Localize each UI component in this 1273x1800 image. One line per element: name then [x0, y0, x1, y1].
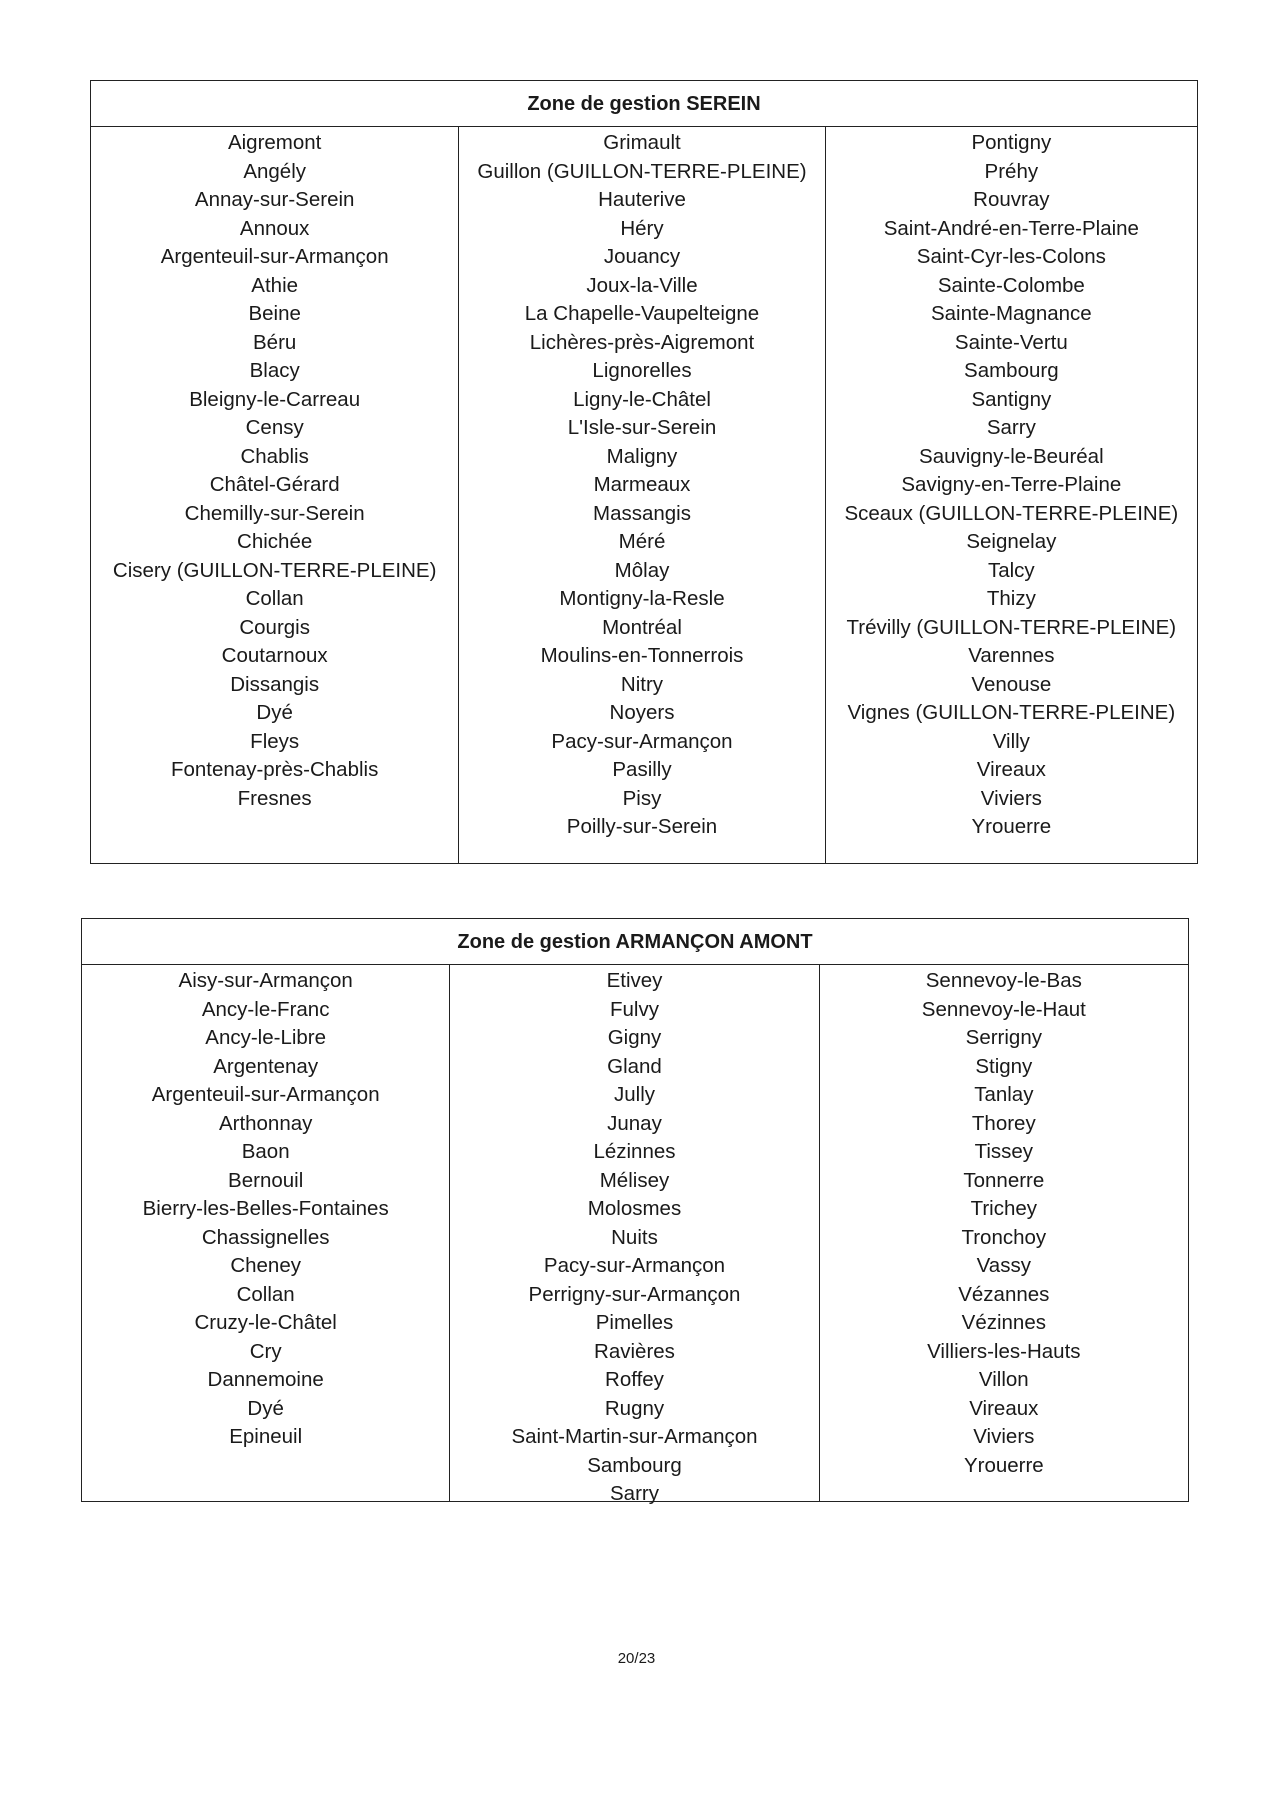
- commune-name: Joux-la-Ville: [586, 273, 698, 297]
- commune-name: Vézinnes: [961, 1311, 1046, 1334]
- commune-name: Seignelay: [966, 530, 1057, 553]
- commune-name: Dyé: [247, 1396, 284, 1420]
- commune-name: Pontigny: [971, 131, 1052, 154]
- commune-name: Trichey: [970, 1197, 1038, 1220]
- commune-name: Jully: [613, 1083, 655, 1106]
- commune-name: Montréal: [602, 615, 682, 639]
- commune-name: Tronchoy: [961, 1225, 1047, 1249]
- commune-name: Collan: [245, 587, 304, 610]
- commune-name: Rouvray: [973, 188, 1050, 211]
- commune-name: Tissey: [974, 1140, 1034, 1163]
- commune-name: Santigny: [971, 387, 1052, 411]
- commune-name: Sennevoy-le-Haut: [921, 997, 1086, 1021]
- commune-name: Blacy: [249, 359, 300, 382]
- commune-name: Hauterive: [598, 188, 686, 211]
- commune-name: Cruzy-le-Châtel: [194, 1311, 337, 1334]
- commune-name: Vireaux: [969, 1396, 1039, 1420]
- commune-name: Ligny-le-Châtel: [573, 387, 711, 411]
- commune-name: Tanlay: [974, 1083, 1034, 1106]
- commune-name: Méré: [618, 530, 666, 553]
- commune-name: Sainte-Colombe: [937, 273, 1085, 297]
- zone-columns: [82, 965, 1188, 1505]
- commune-name: Savigny-en-Terre-Plaine: [901, 473, 1122, 496]
- commune-name: Baon: [241, 1140, 290, 1163]
- commune-name: Arthonnay: [218, 1111, 313, 1135]
- zone-table-armancon-amont: [81, 918, 1189, 1505]
- commune-name: Guillon (GUILLON-TERRE-PLEINE): [477, 159, 807, 183]
- commune-column-2: [449, 965, 818, 1505]
- commune-name: Sainte-Magnance: [930, 302, 1092, 325]
- commune-name: Vireaux: [976, 758, 1046, 781]
- commune-name: Courgis: [239, 615, 310, 639]
- commune-name: Moulins-en-Tonnerrois: [540, 644, 744, 667]
- zone-title: Zone de gestion SEREIN: [91, 81, 1197, 127]
- commune-name: Beine: [248, 302, 301, 325]
- commune-name: Fontenay-près-Chablis: [170, 758, 379, 781]
- commune-name: Nitry: [620, 672, 664, 696]
- commune-name: Talcy: [987, 558, 1035, 582]
- commune-column-3: [825, 127, 1197, 863]
- commune-name: Roffey: [605, 1368, 664, 1391]
- zone-table-serein: [90, 80, 1198, 864]
- commune-name: Annoux: [239, 216, 310, 240]
- commune-name: Mélisey: [599, 1168, 670, 1192]
- commune-name: Angély: [243, 159, 306, 183]
- commune-name: Villon: [978, 1368, 1029, 1391]
- commune-name: La Chapelle-Vaupelteigne: [524, 302, 760, 325]
- commune-name: Aigremont: [227, 131, 322, 154]
- commune-name: Pacy-sur-Armançon: [551, 729, 733, 753]
- commune-name: Saint-Martin-sur-Armançon: [511, 1425, 758, 1448]
- commune-name: Maligny: [606, 444, 678, 468]
- commune-name: Etivey: [606, 969, 663, 992]
- commune-name: Vassy: [976, 1254, 1031, 1277]
- commune-name: Ravières: [594, 1339, 675, 1363]
- commune-column-1: [82, 965, 449, 1501]
- commune-name: Chemilly-sur-Serein: [184, 501, 365, 525]
- commune-name: Béru: [253, 330, 297, 354]
- commune-name: Rugny: [604, 1396, 665, 1420]
- commune-name: Vignes (GUILLON-TERRE-PLEINE): [847, 701, 1176, 724]
- commune-name: Saint-André-en-Terre-Plaine: [883, 216, 1139, 240]
- commune-name: Serrigny: [965, 1026, 1042, 1049]
- commune-name: Marmeaux: [593, 473, 691, 496]
- commune-name: Trévilly (GUILLON-TERRE-PLEINE): [846, 615, 1177, 639]
- commune-name: Villiers-les-Hauts: [927, 1339, 1081, 1363]
- commune-name: Coutarnoux: [221, 644, 328, 667]
- commune-name: Cry: [249, 1339, 282, 1363]
- commune-name: Sambourg: [964, 359, 1059, 382]
- commune-name: Gland: [607, 1054, 662, 1078]
- commune-name: Sarry: [986, 416, 1036, 439]
- commune-name: Lichères-près-Aigremont: [529, 330, 755, 354]
- commune-name: Chassignelles: [201, 1225, 330, 1249]
- commune-name: Nuits: [611, 1225, 658, 1249]
- commune-name: Héry: [620, 216, 664, 240]
- commune-name: Sceaux (GUILLON-TERRE-PLEINE): [844, 501, 1179, 525]
- commune-name: Grimault: [603, 131, 681, 154]
- commune-name: Pacy-sur-Armançon: [543, 1254, 726, 1277]
- commune-name: Fleys: [250, 729, 300, 753]
- commune-name: Fresnes: [237, 786, 312, 810]
- commune-name: Montigny-la-Resle: [559, 587, 725, 610]
- commune-name: Sennevoy-le-Bas: [925, 969, 1082, 992]
- commune-name: Viviers: [973, 1425, 1035, 1448]
- commune-name: Môlay: [614, 558, 670, 582]
- commune-name: Dannemoine: [207, 1368, 324, 1391]
- commune-name: Dyé: [256, 701, 293, 724]
- commune-name: Tonnerre: [963, 1168, 1045, 1192]
- commune-name: Dissangis: [230, 672, 320, 696]
- commune-name: Molosmes: [587, 1197, 682, 1220]
- commune-name: Sambourg: [587, 1453, 682, 1477]
- commune-name: Sarry: [610, 1482, 659, 1505]
- commune-column-2: [458, 127, 824, 863]
- commune-name: Bleigny-le-Carreau: [189, 387, 361, 411]
- commune-name: Poilly-sur-Serein: [566, 815, 718, 838]
- commune-name: Cheney: [230, 1254, 301, 1277]
- commune-name: Vézannes: [958, 1282, 1050, 1306]
- commune-name: Sauvigny-le-Beuréal: [919, 444, 1104, 468]
- commune-name: Argenteuil-sur-Armançon: [160, 245, 389, 268]
- zone-title: Zone de gestion ARMANÇON AMONT: [82, 919, 1188, 965]
- commune-name: Thorey: [971, 1111, 1036, 1135]
- commune-name: Perrigny-sur-Armançon: [528, 1282, 741, 1306]
- commune-name: Noyers: [609, 701, 675, 724]
- commune-name: Pasilly: [612, 758, 672, 781]
- commune-name: Bernouil: [228, 1168, 304, 1192]
- commune-name: Gigny: [607, 1026, 662, 1049]
- commune-name: Ancy-le-Libre: [205, 1026, 327, 1049]
- commune-name: Junay: [607, 1111, 662, 1135]
- commune-name: Cisery (GUILLON-TERRE-PLEINE): [112, 558, 437, 582]
- commune-name: Argenteuil-sur-Armançon: [151, 1083, 380, 1106]
- page-number: 20/23: [617, 1650, 656, 1667]
- commune-name: Chablis: [240, 444, 309, 468]
- commune-name: Bierry-les-Belles-Fontaines: [142, 1197, 389, 1220]
- commune-name: Censy: [245, 416, 304, 439]
- commune-name: Ancy-le-Franc: [201, 997, 330, 1021]
- commune-name: Argentenay: [213, 1054, 319, 1078]
- commune-name: Fulvy: [610, 997, 659, 1021]
- commune-column-3: [819, 965, 1188, 1501]
- commune-name: Jouancy: [603, 245, 681, 268]
- commune-name: Yrouerre: [971, 815, 1052, 838]
- commune-name: Collan: [236, 1282, 295, 1306]
- commune-name: Athie: [251, 273, 299, 297]
- commune-name: Lézinnes: [593, 1140, 676, 1163]
- commune-name: Pisy: [622, 786, 662, 810]
- commune-name: Thizy: [986, 587, 1036, 610]
- commune-name: Préhy: [984, 159, 1039, 183]
- commune-name: Epineuil: [229, 1425, 303, 1448]
- commune-name: Varennes: [968, 644, 1055, 667]
- commune-name: Stigny: [975, 1054, 1033, 1078]
- commune-name: L'Isle-sur-Serein: [567, 416, 717, 439]
- commune-name: Lignorelles: [592, 359, 692, 382]
- commune-column-1: [91, 127, 458, 863]
- commune-name: Chichée: [237, 530, 313, 553]
- commune-name: Aisy-sur-Armançon: [178, 969, 353, 992]
- commune-name: Annay-sur-Serein: [194, 188, 355, 211]
- commune-name: Saint-Cyr-les-Colons: [916, 245, 1106, 268]
- commune-name: Yrouerre: [963, 1453, 1044, 1477]
- commune-name: Sainte-Vertu: [954, 330, 1068, 354]
- commune-name: Massangis: [593, 501, 691, 525]
- commune-name: Pimelles: [595, 1311, 674, 1334]
- commune-name: Châtel-Gérard: [209, 473, 340, 496]
- commune-name: Viviers: [980, 786, 1042, 810]
- commune-name: Venouse: [971, 672, 1052, 696]
- zone-columns: [91, 127, 1197, 863]
- commune-name: Villy: [992, 729, 1030, 753]
